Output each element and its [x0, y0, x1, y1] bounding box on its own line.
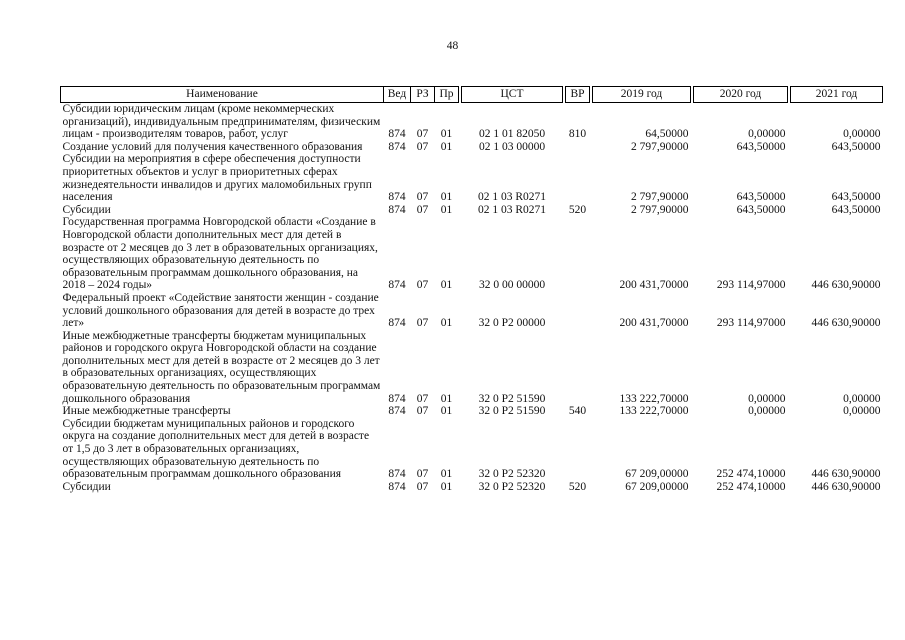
- cell-pr: 01: [440, 392, 453, 405]
- cell-2021: 643,50000: [831, 203, 881, 216]
- cell-rz: 07: [416, 203, 429, 216]
- cell-2021: 446 630,90000: [811, 468, 881, 481]
- cell-ved: 874: [388, 203, 406, 216]
- cell-2019: 2 797,90000: [631, 140, 689, 153]
- cell-ved: 874: [388, 468, 406, 481]
- cell-rz: 07: [416, 405, 429, 418]
- cell-name: Субсидии бюджетам муниципальных районов и городского округа на создание дополнительных мест для детей в возрасте от 1,5 до 3 лет в образовательных организациях, осуществляющих образовательную деятельность по образовательным программам дошкольного образования: [62, 417, 370, 481]
- cell-vr: [566, 141, 590, 154]
- cell-pr: 01: [440, 140, 453, 153]
- cell-vr: [566, 292, 590, 330]
- table-row: [61, 103, 883, 141]
- table-row: [61, 153, 883, 203]
- cell-pr: 01: [440, 405, 453, 418]
- cell-2021: 0,00000: [843, 128, 881, 141]
- cell-cst: 32 0 P2 51590: [478, 405, 546, 418]
- cell-2019: 64,50000: [645, 128, 689, 141]
- cell-2020: 252 474,10000: [716, 468, 786, 481]
- cell-name: Федеральный проект «Содействие занятости женщин - создание условий дошкольного образования для детей в возрасте до трех лет»: [62, 291, 379, 330]
- table-row: [61, 292, 883, 330]
- cell-2021: 446 630,90000: [811, 480, 881, 493]
- cell-cst: 32 0 P2 51590: [478, 392, 546, 405]
- cell-2020: 643,50000: [736, 140, 786, 153]
- cell-2019: 2 797,90000: [631, 191, 689, 204]
- cell-vr: 810: [568, 128, 587, 141]
- cell-vr: [566, 330, 590, 406]
- cell-rz: 07: [416, 480, 429, 493]
- cell-cst: 02 1 01 82050: [478, 128, 546, 141]
- cell-ved: 874: [388, 392, 406, 405]
- cell-ved: 874: [388, 128, 406, 141]
- cell-cst: 02 1 03 R0271: [477, 203, 547, 216]
- cell-ved: 874: [388, 191, 406, 204]
- header-2020: 2020 год: [694, 87, 788, 103]
- table-row: [61, 481, 883, 494]
- cell-cst: 32 0 P2 00000: [478, 317, 546, 330]
- cell-2020: 293 114,97000: [716, 317, 786, 330]
- cell-ved: 874: [388, 480, 406, 493]
- cell-vr: [566, 153, 590, 203]
- cell-2019: 67 209,00000: [625, 468, 689, 481]
- cell-2019: 200 431,70000: [619, 279, 689, 292]
- cell-2020: 0,00000: [748, 392, 786, 405]
- cell-name: Субсидии юридическим лицам (кроме некоммерческих организаций), индивидуальным предпринимателям, физическим лицам - производителям товаров, работ, услуг: [62, 103, 381, 141]
- cell-2021: 0,00000: [843, 392, 881, 405]
- table-body: [61, 103, 883, 494]
- page-number: 48: [446, 40, 459, 52]
- cell-vr: [566, 418, 590, 481]
- header-ved: Вед: [384, 87, 411, 103]
- cell-name: Государственная программа Новгородской области «Создание в Новгородской области дополнительных мест для детей в возрасте от 2 месяцев до 3 лет в образовательных организациях, осуществляющих образовательную деятельность по образовательным программам дошкольного образования, на 2018 – 2024 годы»: [62, 216, 378, 292]
- cell-vr: 520: [568, 203, 587, 216]
- cell-2021: 446 630,90000: [811, 279, 881, 292]
- cell-2019: 2 797,90000: [631, 203, 689, 216]
- cell-rz: 07: [416, 140, 429, 153]
- cell-ved: 874: [388, 279, 406, 292]
- cell-pr: 01: [440, 191, 453, 204]
- header-2021: 2021 год: [791, 87, 883, 103]
- table-row: [61, 418, 883, 481]
- cell-pr: 01: [440, 480, 453, 493]
- cell-cst: 02 1 03 00000: [478, 140, 546, 153]
- cell-name: Субсидии: [62, 480, 111, 493]
- cell-rz: 07: [416, 392, 429, 405]
- cell-2020: 0,00000: [748, 405, 786, 418]
- cell-pr: 01: [440, 128, 453, 141]
- table-row: [61, 141, 883, 154]
- header-pr: Пр: [435, 87, 459, 103]
- cell-2021: 643,50000: [831, 191, 881, 204]
- cell-2021: 0,00000: [843, 405, 881, 418]
- table-row: [61, 204, 883, 217]
- cell-2019: 67 209,00000: [625, 480, 689, 493]
- header-2019: 2019 год: [593, 87, 691, 103]
- cell-2020: 0,00000: [748, 128, 786, 141]
- cell-ved: 874: [388, 140, 406, 153]
- cell-name: Создание условий для получения качественного образования: [62, 140, 363, 153]
- cell-rz: 07: [416, 191, 429, 204]
- cell-2020: 293 114,97000: [716, 279, 786, 292]
- table-row: [61, 216, 883, 292]
- cell-rz: 07: [416, 468, 429, 481]
- header-rz: РЗ: [411, 87, 435, 103]
- cell-pr: 01: [440, 279, 453, 292]
- budget-table: [60, 86, 883, 493]
- cell-2019: 200 431,70000: [619, 317, 689, 330]
- cell-2020: 643,50000: [736, 203, 786, 216]
- cell-name: Иные межбюджетные трансферты: [62, 405, 231, 418]
- cell-vr: [566, 216, 590, 292]
- cell-rz: 07: [416, 128, 429, 141]
- cell-cst: 32 0 P2 52320: [478, 468, 546, 481]
- cell-2020: 252 474,10000: [716, 480, 786, 493]
- cell-name: Субсидии: [62, 203, 111, 216]
- cell-vr: 520: [568, 480, 587, 493]
- table-header: [61, 87, 883, 103]
- cell-name: Иные межбюджетные трансферты бюджетам муниципальных районов и городского округа Новгородской области на создание дополнительных мест для детей в возрасте от 2 месяцев до 3 лет в образовательных организациях, осуществляющих образовательную деятельность по образовательным программам дошкольного образования: [62, 329, 381, 405]
- cell-2020: 643,50000: [736, 191, 786, 204]
- cell-ved: 874: [388, 405, 406, 418]
- cell-cst: 02 1 03 R0271: [477, 191, 547, 204]
- cell-2021: 643,50000: [831, 140, 881, 153]
- cell-rz: 07: [416, 317, 429, 330]
- cell-rz: 07: [416, 279, 429, 292]
- cell-ved: 874: [388, 317, 406, 330]
- cell-pr: 01: [440, 203, 453, 216]
- cell-cst: 32 0 00 00000: [478, 279, 546, 292]
- cell-2019: 133 222,70000: [619, 392, 689, 405]
- header-vr: ВР: [566, 87, 590, 103]
- header-name: Наименование: [61, 87, 384, 103]
- cell-vr: 540: [568, 405, 587, 418]
- cell-pr: 01: [440, 468, 453, 481]
- cell-2019: 133 222,70000: [619, 405, 689, 418]
- cell-2021: 446 630,90000: [811, 317, 881, 330]
- cell-name: Субсидии на мероприятия в сфере обеспечения доступности приоритетных объектов и услуг в приоритетных сферах жизнедеятельности инвалидов и других маломобильных групп населения: [62, 153, 372, 204]
- cell-cst: 32 0 P2 52320: [478, 480, 546, 493]
- table-row: [61, 330, 883, 406]
- cell-pr: 01: [440, 317, 453, 330]
- header-cst: ЦСТ: [462, 87, 563, 103]
- table-row: [61, 405, 883, 418]
